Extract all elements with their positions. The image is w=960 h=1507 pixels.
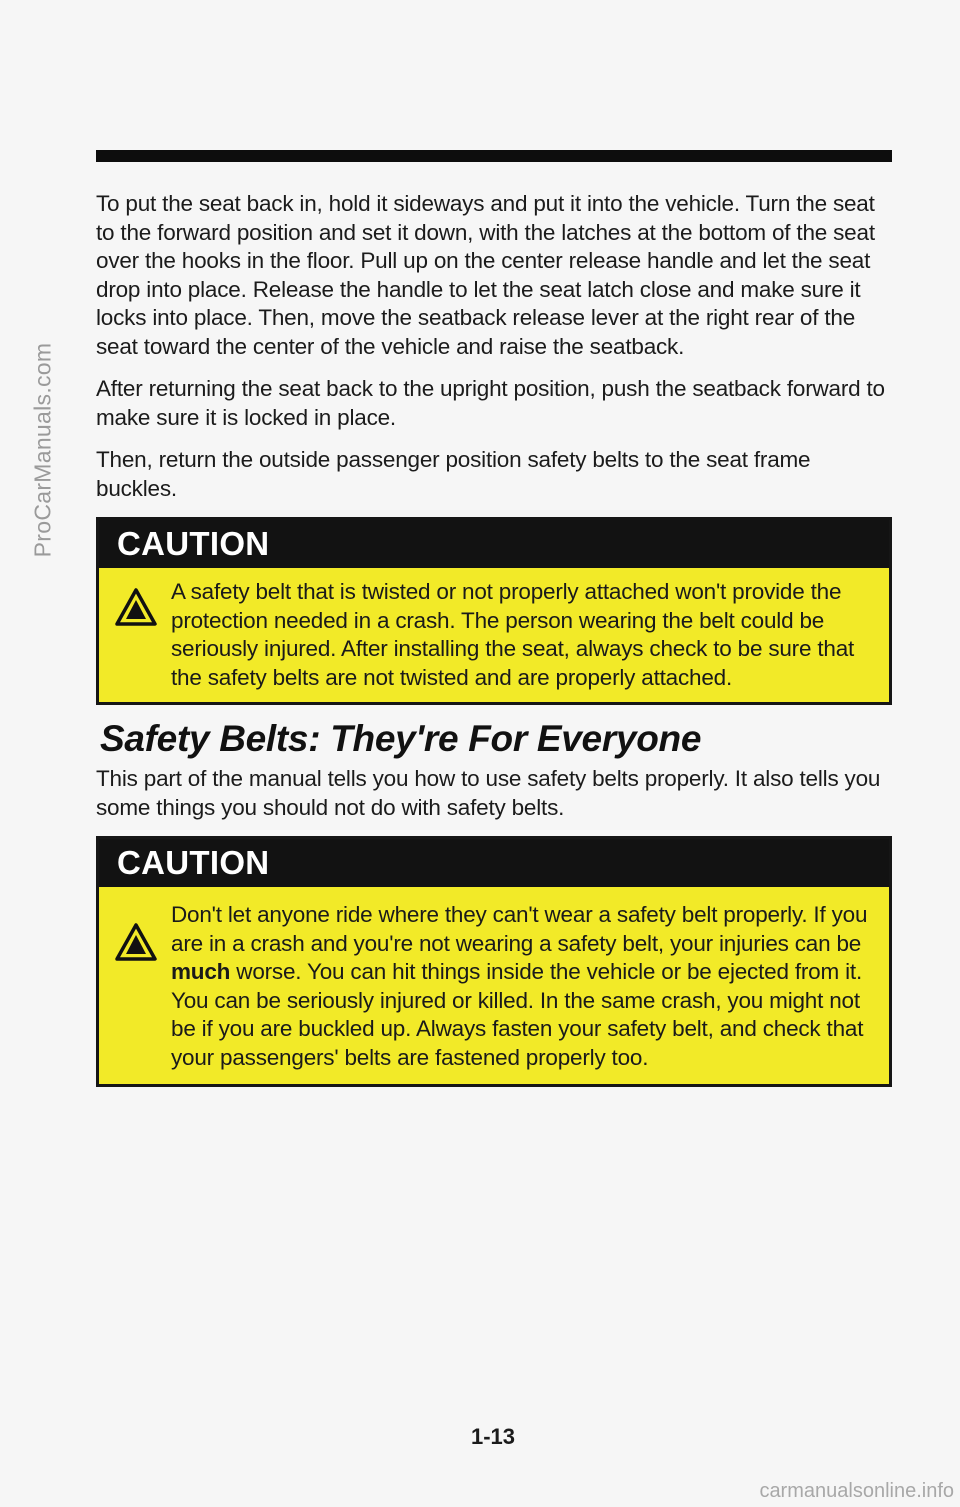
caution-body-1	[99, 568, 889, 702]
paragraph-return-belts: Then, return the outside passenger position safety belts to the seat frame buckles.	[96, 447, 811, 501]
caution-box-2	[96, 836, 892, 1087]
page-number: 1-13	[470, 1424, 516, 1449]
top-rule	[96, 150, 892, 162]
caution-title-1: CAUTION	[99, 520, 889, 568]
caution-title-2: CAUTION	[99, 839, 889, 887]
warning-triangle-icon	[115, 588, 157, 626]
section-heading: Safety Belts: They're For Everyone	[100, 718, 702, 759]
caution-emphasis: much	[171, 959, 231, 984]
section-intro: This part of the manual tells you how to use safety belts properly. It also tells you some things you should not do with safety belts.	[96, 766, 881, 820]
page-content	[96, 190, 892, 1087]
paragraph-seat-install: To put the seat back in, hold it sideways and put it into the vehicle. Turn the seat to the forward position and set it down, with the latches at the bottom of the seat over the hooks in the floor. Pull up on the center release handle and let the seat drop into place. Release the handle to let the seat latch close and make sure it locks into place. Then, move the seatback release lever at the right rear of the seat toward the center of the vehicle and raise the seatback.	[96, 191, 875, 359]
side-watermark-text: ProCarManuals.com	[29, 342, 56, 558]
caution-text-1: A safety belt that is twisted or not properly attached won't provide the protection needed in a crash. The person wearing the belt could be seriously injured. After installing the seat, always check to be sure that the safety belts are not twisted and are properly attached.	[171, 579, 855, 690]
caution-text-2-end: worse. You can hit things inside the vehicle or be ejected from it. You can be seriously injured or killed. In the same crash, you might not be if you are buckled up. Always fasten your safety belt, and check that your passengers' belts are fastened properly too.	[171, 959, 864, 1070]
caution-body-2	[99, 887, 889, 1084]
caution-box-1	[96, 517, 892, 705]
warning-triangle-icon	[115, 923, 157, 961]
paragraph-seatback-lock: After returning the seat back to the upright position, push the seatback forward to make sure it is locked in place.	[96, 376, 885, 430]
bottom-watermark: carmanualsonline.info	[759, 1480, 954, 1502]
caution-text-2-start: Don't let anyone ride where they can't wear a safety belt properly. If you are in a crash and you're not wearing a safety belt, your injuries can be	[171, 902, 868, 956]
